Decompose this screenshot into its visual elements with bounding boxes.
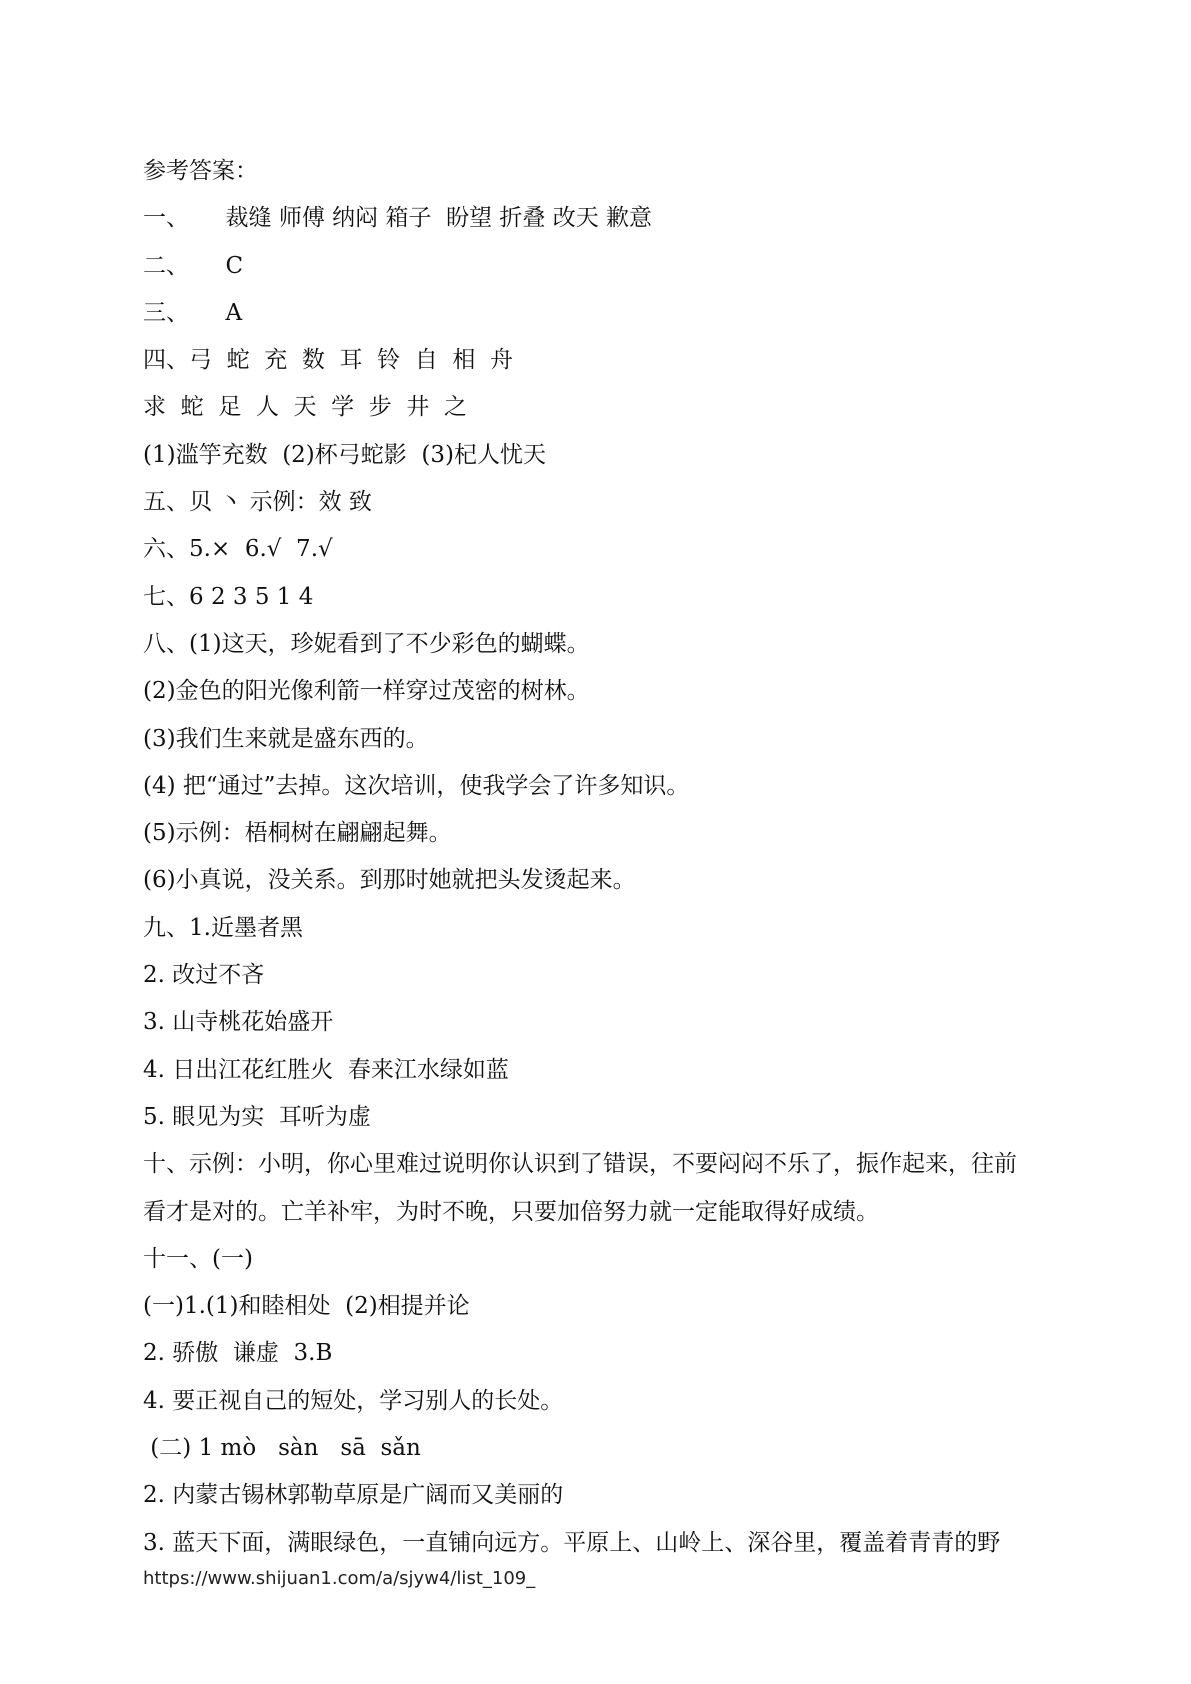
answer-line: 五、贝 丶 示例：效 致 xyxy=(143,489,372,516)
answer-content xyxy=(143,148,1073,1567)
answer-line: 2. 改过不吝 xyxy=(143,962,265,989)
answer-line: 六、5.× 6.√ 7.√ xyxy=(143,536,333,563)
answer-line: 七、6 2 3 5 1 4 xyxy=(143,583,314,610)
answer-line: 4. 日出江花红胜火 春来江水绿如蓝 xyxy=(143,1056,509,1083)
answer-line: 3. 山寺桃花始盛开 xyxy=(143,1009,334,1036)
answer-line: 求 蛇 足 人 天 学 步 井 之 xyxy=(143,394,467,421)
answer-line: (4) 把“通过”去掉。这次培训，使我学会了许多知识。 xyxy=(143,772,690,799)
answer-line: 2. 内蒙古锡林郭勒草原是广阔而又美丽的 xyxy=(143,1482,564,1509)
answer-line: 九、1.近墨者黑 xyxy=(143,914,303,941)
answer-line: 3. 蓝天下面，满眼绿色，一直铺向远方。平原上、山岭上、深谷里，覆盖着青青的野 xyxy=(143,1529,1001,1556)
answer-line: 2. 骄傲 谦虚 3.B xyxy=(143,1340,333,1367)
answer-line: (2)金色的阳光像利箭一样穿过茂密的树林。 xyxy=(143,678,590,705)
answer-line: 十一、(一) xyxy=(143,1245,253,1272)
answer-line: 八、(1)这天，珍妮看到了不少彩色的蝴蝶。 xyxy=(143,630,590,657)
answer-line: (二) 1 mò sàn sā sǎn xyxy=(143,1435,421,1462)
answer-line: (3)我们生来就是盛东西的。 xyxy=(143,725,429,752)
answer-line: (一)1.(1)和睦相处 (2)相提并论 xyxy=(143,1293,470,1320)
answer-line: (5)示例：梧桐树在翩翩起舞。 xyxy=(143,820,452,847)
answer-line: (1)滥竽充数 (2)杯弓蛇影 (3)杞人忧天 xyxy=(143,441,546,468)
answer-line: 十、示例：小明，你心里难过说明你认识到了错误，不要闷闷不乐了，振作起来，往前 xyxy=(143,1151,1017,1178)
answer-line: 一、 裁缝 师傅 纳闷 箱子 盼望 折叠 改天 歉意 xyxy=(143,205,653,232)
answer-line: 四、弓 蛇 充 数 耳 铃 自 相 舟 xyxy=(143,347,513,374)
answer-line: 三、 A xyxy=(143,299,243,326)
answer-heading: 参考答案： xyxy=(143,158,258,184)
answer-line: 看才是对的。亡羊补牢，为时不晚，只要加倍努力就一定能取得好成绩。 xyxy=(143,1198,879,1225)
answer-line: 4. 要正视自己的短处，学习别人的长处。 xyxy=(143,1387,564,1414)
answer-line: (6)小真说，没关系。到那时她就把头发烫起来。 xyxy=(143,867,636,894)
source-url: https://www.shijuan1.com/a/sjyw4/list_109_ xyxy=(143,1568,536,1589)
answer-line: 5. 眼见为实 耳听为虚 xyxy=(143,1103,371,1130)
answer-line: 二、 C xyxy=(143,252,244,279)
